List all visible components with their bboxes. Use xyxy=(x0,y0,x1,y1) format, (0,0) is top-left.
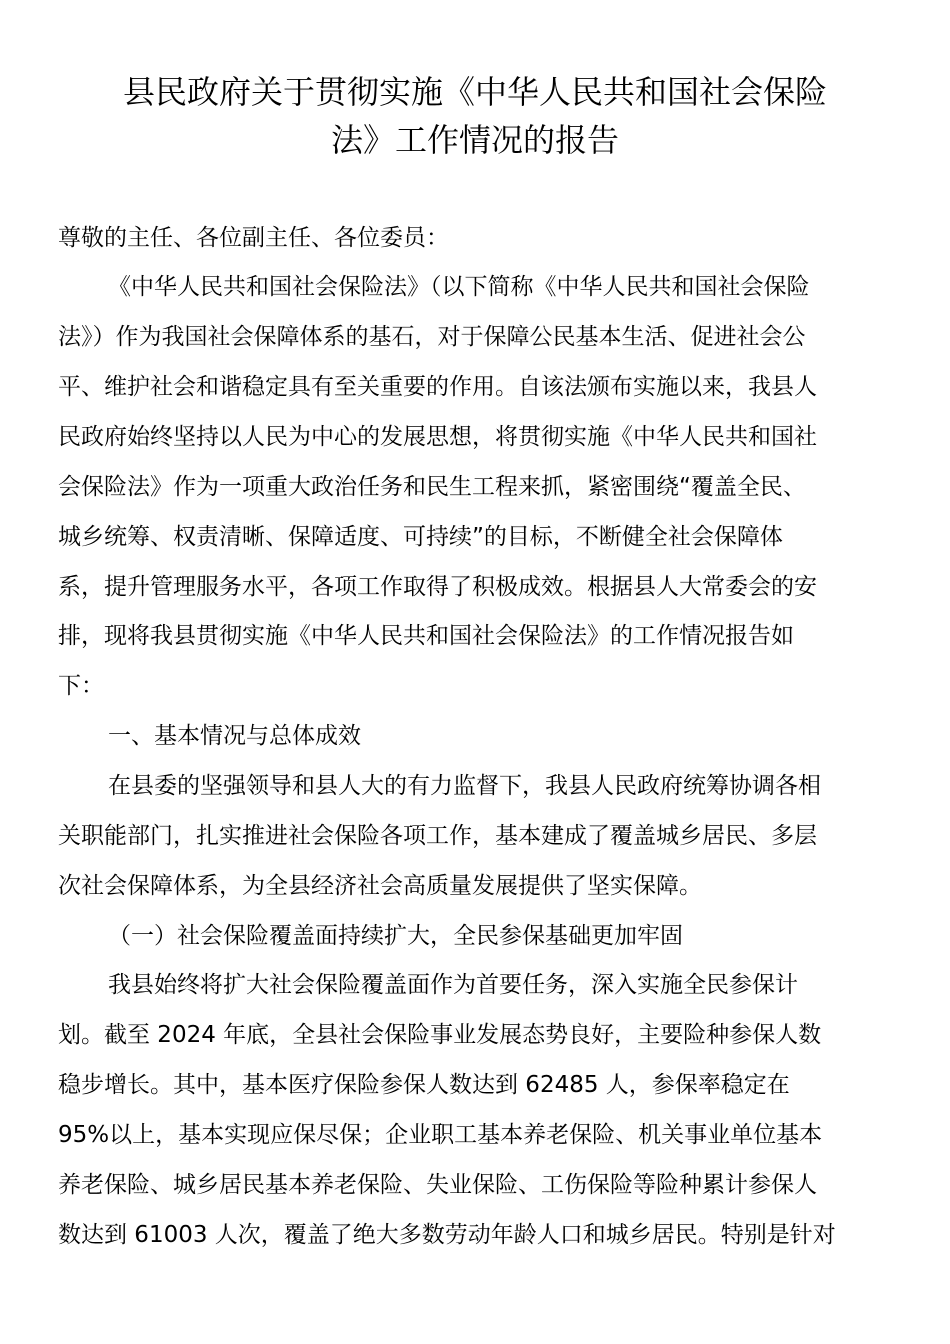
section-heading: 一、基本情况与总体成效 xyxy=(108,723,361,749)
paragraph-line: 下： xyxy=(58,673,104,699)
paragraph-line: 关职能部门，扎实推进社会保险各项工作，基本建成了覆盖城乡居民、多层 xyxy=(58,823,817,849)
paragraph-line: 次社会保障体系，为全县经济社会高质量发展提供了坚实保障。 xyxy=(58,873,702,899)
paragraph-line: 平、维护社会和谐稳定具有至关重要的作用。自该法颁布实施以来，我县人 xyxy=(58,374,817,400)
paragraph-line: 在县委的坚强领导和县人大的有力监督下，我县人民政府统筹协调各相 xyxy=(108,773,821,799)
paragraph-line: 会保险法》作为一项重大政治任务和民生工程来抓，紧密围绕“覆盖全民、 xyxy=(58,474,806,500)
paragraph-line: 数达到 61003 人次，覆盖了绝大多数劳动年龄人口和城乡居民。特别是针对 xyxy=(58,1222,836,1248)
paragraph-line: 系，提升管理服务水平，各项工作取得了积极成效。根据县人大常委会的安 xyxy=(58,574,817,600)
paragraph-line: 民政府始终坚持以人民为中心的发展思想，将贯彻实施《中华人民共和国社 xyxy=(58,424,817,450)
document-title-line-2: 法》工作情况的报告 xyxy=(330,121,619,159)
paragraph-line: 稳步增长。其中，基本医疗保险参保人数达到 62485 人，参保率稳定在 xyxy=(58,1072,790,1098)
subsection-heading: （一）社会保险覆盖面持续扩大，全民参保基础更加牢固 xyxy=(108,923,683,949)
paragraph-line: 法》）作为我国社会保障体系的基石，对于保障公民基本生活、促进社会公 xyxy=(58,324,806,350)
document-title-line-1: 县民政府关于贯彻实施《中华人民共和国社会保险 xyxy=(122,73,827,111)
paragraph-line: 我县始终将扩大社会保险覆盖面作为首要任务，深入实施全民参保计 xyxy=(108,972,798,998)
paragraph-line: 划。截至 2024 年底，全县社会保险事业发展态势良好，主要险种参保人数 xyxy=(58,1022,822,1048)
paragraph-line: 城乡统筹、权责清晰、保障适度、可持续”的目标，不断健全社会保障体 xyxy=(58,524,783,550)
salutation: 尊敬的主任、各位副主任、各位委员： xyxy=(58,225,449,251)
paragraph-line: 95%以上，基本实现应保尽保；企业职工基本养老保险、机关事业单位基本 xyxy=(58,1122,823,1148)
paragraph-line: 《中华人民共和国社会保险法》（以下简称《中华人民共和国社会保险 xyxy=(108,274,810,300)
paragraph-line: 排，现将我县贯彻实施《中华人民共和国社会保险法》的工作情况报告如 xyxy=(58,623,794,649)
paragraph-line: 养老保险、城乡居民基本养老保险、失业保险、工伤保险等险种累计参保人 xyxy=(58,1172,817,1198)
